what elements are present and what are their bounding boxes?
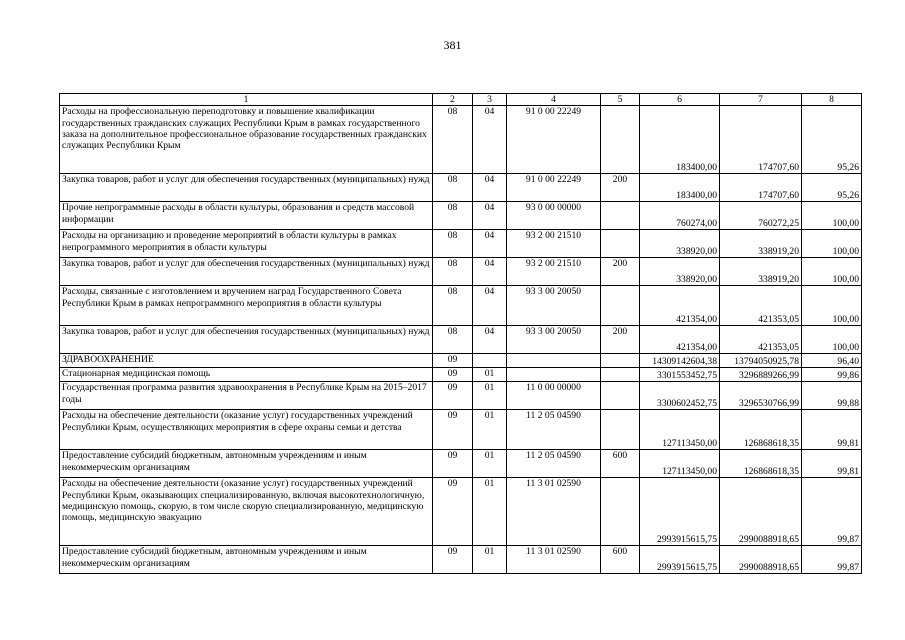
executed-amount: 13794050925,78 xyxy=(720,354,802,368)
table-row xyxy=(60,450,862,478)
expense-name: Расходы на профессиональную переподготовку и повышение квалификации государственных гражданских служащих Республики Крым в рамках государственного заказа на дополнительное профессиональное образование государственных гражданских служащих Республики Крым xyxy=(60,106,433,174)
subsection-code: 01 xyxy=(473,368,507,382)
header-cell: 7 xyxy=(720,94,802,106)
section-code: 09 xyxy=(433,354,473,368)
executed-amount: 3296889266,99 xyxy=(720,368,802,382)
expense-type-code xyxy=(601,202,640,230)
target-article-code: 93 0 00 00000 xyxy=(507,202,601,230)
planned-amount: 2993915615,75 xyxy=(640,546,720,574)
execution-percent: 100,00 xyxy=(802,286,862,326)
expense-name: ЗДРАВООХРАНЕНИЕ xyxy=(60,354,433,368)
section-code: 09 xyxy=(433,382,473,410)
subsection-code xyxy=(473,354,507,368)
section-code: 08 xyxy=(433,286,473,326)
expense-name: Прочие непрограммные расходы в области культуры, образования и средств массовой информации xyxy=(60,202,433,230)
expense-name: Стационарная медицинская помощь xyxy=(60,368,433,382)
planned-amount: 2993915615,75 xyxy=(640,478,720,546)
subsection-code: 01 xyxy=(473,546,507,574)
expense-type-code: 200 xyxy=(601,174,640,202)
table-row xyxy=(60,258,862,286)
expense-type-code xyxy=(601,382,640,410)
header-cell: 3 xyxy=(473,94,507,106)
target-article-code: 91 0 00 22249 xyxy=(507,106,601,174)
table-row xyxy=(60,478,862,546)
executed-amount: 338919,20 xyxy=(720,258,802,286)
section-code: 08 xyxy=(433,106,473,174)
expense-name: Предоставление субсидий бюджетным, автономным учреждениям и иным некоммерческим организациям xyxy=(60,546,433,574)
executed-amount: 3296530766,99 xyxy=(720,382,802,410)
execution-percent: 100,00 xyxy=(802,258,862,286)
section-code: 09 xyxy=(433,450,473,478)
executed-amount: 421353,05 xyxy=(720,286,802,326)
table-row xyxy=(60,354,862,368)
planned-amount: 127113450,00 xyxy=(640,450,720,478)
subsection-code: 04 xyxy=(473,286,507,326)
executed-amount: 2990088918,65 xyxy=(720,546,802,574)
expense-type-code xyxy=(601,106,640,174)
planned-amount: 338920,00 xyxy=(640,258,720,286)
target-article-code: 91 0 00 22249 xyxy=(507,174,601,202)
header-cell: 4 xyxy=(507,94,601,106)
table-row xyxy=(60,106,862,174)
table-row xyxy=(60,174,862,202)
table-row xyxy=(60,382,862,410)
execution-percent: 100,00 xyxy=(802,202,862,230)
target-article-code: 11 3 01 02590 xyxy=(507,478,601,546)
expense-name: Предоставление субсидий бюджетным, автономным учреждениям и иным некоммерческим организациям xyxy=(60,450,433,478)
planned-amount: 3300602452,75 xyxy=(640,382,720,410)
header-cell: 5 xyxy=(601,94,640,106)
expense-type-code xyxy=(601,230,640,258)
expense-type-code: 200 xyxy=(601,258,640,286)
table-row xyxy=(60,326,862,354)
executed-amount: 174707,60 xyxy=(720,174,802,202)
planned-amount: 421354,00 xyxy=(640,286,720,326)
execution-percent: 99,86 xyxy=(802,368,862,382)
expense-type-code xyxy=(601,478,640,546)
subsection-code: 04 xyxy=(473,202,507,230)
section-code: 08 xyxy=(433,326,473,354)
target-article-code: 11 2 05 04590 xyxy=(507,410,601,450)
execution-percent: 99,87 xyxy=(802,478,862,546)
target-article-code: 11 0 00 00000 xyxy=(507,382,601,410)
expense-name: Расходы на организацию и проведение мероприятий в области культуры в рамках непрограммного мероприятия в области культуры xyxy=(60,230,433,258)
subsection-code: 01 xyxy=(473,450,507,478)
section-code: 08 xyxy=(433,230,473,258)
subsection-code: 01 xyxy=(473,382,507,410)
executed-amount: 2990088918,65 xyxy=(720,478,802,546)
execution-percent: 95,26 xyxy=(802,106,862,174)
target-article-code: 93 2 00 21510 xyxy=(507,258,601,286)
expense-type-code: 200 xyxy=(601,326,640,354)
subsection-code: 01 xyxy=(473,478,507,546)
executed-amount: 421353,05 xyxy=(720,326,802,354)
subsection-code: 04 xyxy=(473,106,507,174)
target-article-code: 93 3 00 20050 xyxy=(507,326,601,354)
section-code: 09 xyxy=(433,410,473,450)
table-row xyxy=(60,230,862,258)
table-row xyxy=(60,368,862,382)
executed-amount: 760272,25 xyxy=(720,202,802,230)
execution-percent: 96,40 xyxy=(802,354,862,368)
budget-table xyxy=(59,93,862,574)
planned-amount: 127113450,00 xyxy=(640,410,720,450)
planned-amount: 338920,00 xyxy=(640,230,720,258)
expense-name: Расходы, связанные с изготовлением и вручением наград Государственного Совета Республики Крым в рамках непрограммного мероприятия в области культуры xyxy=(60,286,433,326)
expense-name: Расходы на обеспечение деятельности (оказание услуг) государственных учреждений Республики Крым, оказывающих специализированную, включая высокотехнологичную, медицинскую помощь, скорую, в том числе скорую специализированную, медицинскую помощь, медицинскую эвакуацию xyxy=(60,478,433,546)
expense-type-code xyxy=(601,354,640,368)
expense-name: Расходы на обеспечение деятельности (оказание услуг) государственных учреждений Республики Крым, осуществляющих мероприятия в сфере охраны семьи и детства xyxy=(60,410,433,450)
expense-name: Закупка товаров, работ и услуг для обеспечения государственных (муниципальных) нужд xyxy=(60,326,433,354)
target-article-code xyxy=(507,368,601,382)
section-code: 08 xyxy=(433,174,473,202)
page-number: 381 xyxy=(443,38,462,52)
section-code: 08 xyxy=(433,202,473,230)
target-article-code: 11 3 01 02590 xyxy=(507,546,601,574)
executed-amount: 126868618,35 xyxy=(720,410,802,450)
expense-type-code: 600 xyxy=(601,546,640,574)
section-code: 09 xyxy=(433,546,473,574)
executed-amount: 174707,60 xyxy=(720,106,802,174)
expense-name: Закупка товаров, работ и услуг для обеспечения государственных (муниципальных) нужд xyxy=(60,258,433,286)
subsection-code: 04 xyxy=(473,326,507,354)
planned-amount: 183400,00 xyxy=(640,174,720,202)
target-article-code xyxy=(507,354,601,368)
header-cell: 6 xyxy=(640,94,720,106)
planned-amount: 183400,00 xyxy=(640,106,720,174)
expense-type-code xyxy=(601,286,640,326)
expense-type-code: 600 xyxy=(601,450,640,478)
execution-percent: 99,81 xyxy=(802,410,862,450)
subsection-code: 04 xyxy=(473,230,507,258)
planned-amount: 760274,00 xyxy=(640,202,720,230)
table-row xyxy=(60,546,862,574)
header-cell: 2 xyxy=(433,94,473,106)
execution-percent: 99,87 xyxy=(802,546,862,574)
target-article-code: 93 3 00 20050 xyxy=(507,286,601,326)
expense-name: Государственная программа развития здравоохранения в Республике Крым на 2015–2017 годы xyxy=(60,382,433,410)
subsection-code: 04 xyxy=(473,174,507,202)
table-row xyxy=(60,410,862,450)
subsection-code: 04 xyxy=(473,258,507,286)
execution-percent: 100,00 xyxy=(802,326,862,354)
planned-amount: 14309142604,38 xyxy=(640,354,720,368)
header-cell: 8 xyxy=(802,94,862,106)
target-article-code: 11 2 05 04590 xyxy=(507,450,601,478)
table-row xyxy=(60,202,862,230)
expense-type-code xyxy=(601,368,640,382)
section-code: 09 xyxy=(433,368,473,382)
execution-percent: 99,88 xyxy=(802,382,862,410)
execution-percent: 99,81 xyxy=(802,450,862,478)
planned-amount: 3301553452,75 xyxy=(640,368,720,382)
table-header-row xyxy=(60,94,862,106)
target-article-code: 93 2 00 21510 xyxy=(507,230,601,258)
expense-name: Закупка товаров, работ и услуг для обеспечения государственных (муниципальных) нужд xyxy=(60,174,433,202)
expense-type-code xyxy=(601,410,640,450)
header-cell: 1 xyxy=(60,94,433,106)
planned-amount: 421354,00 xyxy=(640,326,720,354)
execution-percent: 95,26 xyxy=(802,174,862,202)
executed-amount: 126868618,35 xyxy=(720,450,802,478)
executed-amount: 338919,20 xyxy=(720,230,802,258)
table-row xyxy=(60,286,862,326)
execution-percent: 100,00 xyxy=(802,230,862,258)
section-code: 09 xyxy=(433,478,473,546)
subsection-code: 01 xyxy=(473,410,507,450)
section-code: 08 xyxy=(433,258,473,286)
